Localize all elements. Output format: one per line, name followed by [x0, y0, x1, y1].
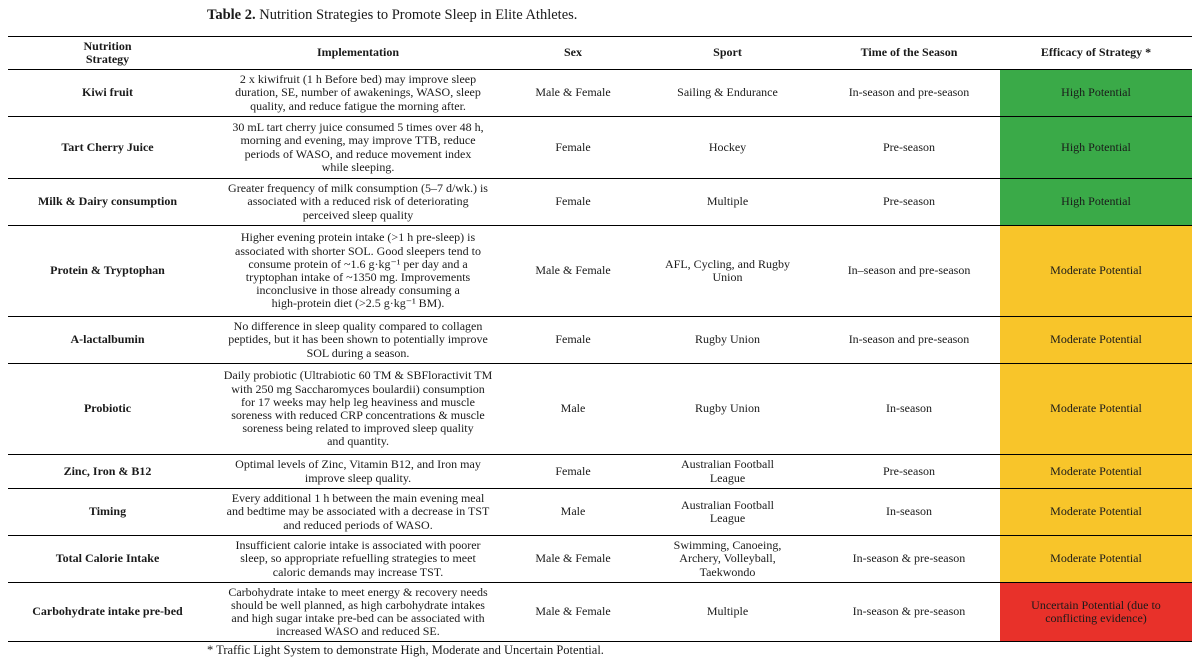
row-sport: Rugby Union — [637, 364, 818, 455]
row-strategy: Protein & Tryptophan — [8, 226, 207, 317]
row-implementation: Higher evening protein intake (>1 h pre-sleep) is associated with shorter SOL. Good sleepers tend to consume protein of ~1.6 g·kg⁻¹ per day and a tryptophan intake of ~1350 mg. Improvements inconclusive in those already consuming a high-protein diet (>2.5 g·kg⁻¹ BM). — [207, 226, 509, 317]
row-time-of-season: Pre-season — [818, 179, 1000, 226]
table-header-row — [8, 37, 1192, 70]
row-sport: Australian Football League — [637, 455, 818, 489]
row-efficacy: Uncertain Potential (due to conflicting evidence) — [1000, 583, 1192, 642]
row-time-of-season: In-season & pre-season — [818, 536, 1000, 583]
table-row — [8, 70, 1192, 117]
row-sex: Female — [509, 455, 637, 489]
row-sport: Multiple — [637, 583, 818, 642]
row-strategy: Total Calorie Intake — [8, 536, 207, 583]
row-sex: Male & Female — [509, 536, 637, 583]
table-row — [8, 179, 1192, 226]
table-row — [8, 489, 1192, 536]
row-sport: Australian Football League — [637, 489, 818, 536]
row-implementation: Daily probiotic (Ultrabiotic 60 TM & SBFloractivit TM with 250 mg Saccharomyces boulardii) consumption for 17 weeks may help leg heaviness and muscle soreness with reduced CRP concentrations & muscle soreness being related to improved sleep quality and quantity. — [207, 364, 509, 455]
row-implementation: 30 mL tart cherry juice consumed 5 times over 48 h, morning and evening, may improve TTB, reduce periods of WASO, and reduce movement index while sleeping. — [207, 117, 509, 179]
row-strategy: Milk & Dairy consumption — [8, 179, 207, 226]
row-strategy: Carbohydrate intake pre-bed — [8, 583, 207, 642]
table-row — [8, 226, 1192, 317]
table-caption-text: Nutrition Strategies to Promote Sleep in Elite Athletes. — [255, 7, 578, 23]
row-efficacy: Moderate Potential — [1000, 364, 1192, 455]
row-time-of-season: In-season and pre-season — [818, 70, 1000, 117]
table-caption-label: Table 2. — [207, 7, 256, 23]
row-sport: Hockey — [637, 117, 818, 179]
row-implementation: 2 x kiwifruit (1 h Before bed) may improve sleep duration, SE, number of awakenings, WASO, sleep quality, and reduce fatigue the morning after. — [207, 70, 509, 117]
row-implementation: No difference in sleep quality compared to collagen peptides, but it has been shown to potentially improve SOL during a season. — [207, 317, 509, 364]
row-sex: Female — [509, 179, 637, 226]
row-sex: Male & Female — [509, 70, 637, 117]
table-row — [8, 455, 1192, 489]
table-footnote: * Traffic Light System to demonstrate High, Moderate and Uncertain Potential. — [207, 643, 604, 657]
row-sport: Rugby Union — [637, 317, 818, 364]
table-row — [8, 364, 1192, 455]
row-efficacy: High Potential — [1000, 179, 1192, 226]
row-sport: AFL, Cycling, and Rugby Union — [637, 226, 818, 317]
table-caption — [207, 7, 577, 24]
row-strategy: Tart Cherry Juice — [8, 117, 207, 179]
row-sex: Female — [509, 117, 637, 179]
row-time-of-season: In-season — [818, 364, 1000, 455]
header-sex: Sex — [509, 37, 637, 70]
row-time-of-season: In-season — [818, 489, 1000, 536]
row-implementation: Optimal levels of Zinc, Vitamin B12, and Iron may improve sleep quality. — [207, 455, 509, 489]
row-strategy: A-lactalbumin — [8, 317, 207, 364]
row-time-of-season: In-season & pre-season — [818, 583, 1000, 642]
row-implementation: Carbohydrate intake to meet energy & recovery needs should be well planned, as high carbohydrate intakes and high sugar intake pre-bed can be associated with increased WASO and reduced SE. — [207, 583, 509, 642]
row-sport: Sailing & Endurance — [637, 70, 818, 117]
table-body — [8, 70, 1192, 642]
row-efficacy: Moderate Potential — [1000, 489, 1192, 536]
table-row — [8, 583, 1192, 642]
row-strategy: Probiotic — [8, 364, 207, 455]
table-row — [8, 536, 1192, 583]
row-time-of-season: In-season and pre-season — [818, 317, 1000, 364]
row-efficacy: Moderate Potential — [1000, 455, 1192, 489]
row-implementation: Every additional 1 h between the main evening meal and bedtime may be associated with a decrease in TST and reduced periods of WASO. — [207, 489, 509, 536]
row-time-of-season: Pre-season — [818, 455, 1000, 489]
table-row — [8, 317, 1192, 364]
row-sport: Swimming, Canoeing, Archery, Volleyball, Taekwondo — [637, 536, 818, 583]
row-sex: Female — [509, 317, 637, 364]
row-time-of-season: Pre-season — [818, 117, 1000, 179]
row-time-of-season: In–season and pre-season — [818, 226, 1000, 317]
table-row — [8, 117, 1192, 179]
header-nutrition-strategy: Nutrition Strategy — [8, 37, 207, 70]
header-implementation: Implementation — [207, 37, 509, 70]
row-efficacy: High Potential — [1000, 70, 1192, 117]
row-sex: Male — [509, 364, 637, 455]
row-strategy: Zinc, Iron & B12 — [8, 455, 207, 489]
row-implementation: Insufficient calorie intake is associated with poorer sleep, so appropriate refuelling strategies to meet caloric demands may increase TST. — [207, 536, 509, 583]
row-sport: Multiple — [637, 179, 818, 226]
row-strategy: Kiwi fruit — [8, 70, 207, 117]
row-sex: Male — [509, 489, 637, 536]
nutrition-strategies-table — [8, 36, 1192, 642]
row-implementation: Greater frequency of milk consumption (5–7 d/wk.) is associated with a reduced risk of deteriorating perceived sleep quality — [207, 179, 509, 226]
header-efficacy: Efficacy of Strategy * — [1000, 37, 1192, 70]
row-efficacy: Moderate Potential — [1000, 536, 1192, 583]
header-time-of-season: Time of the Season — [818, 37, 1000, 70]
row-efficacy: Moderate Potential — [1000, 317, 1192, 364]
row-sex: Male & Female — [509, 583, 637, 642]
row-sex: Male & Female — [509, 226, 637, 317]
row-strategy: Timing — [8, 489, 207, 536]
header-sport: Sport — [637, 37, 818, 70]
row-efficacy: High Potential — [1000, 117, 1192, 179]
row-efficacy: Moderate Potential — [1000, 226, 1192, 317]
